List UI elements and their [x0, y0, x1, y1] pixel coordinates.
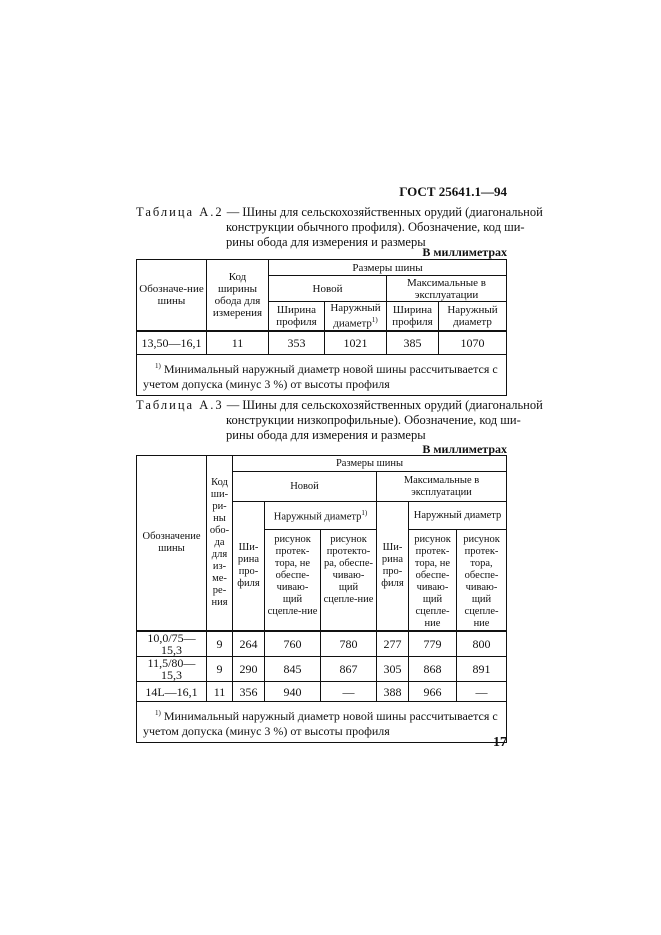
header-designation: Обозначение шины — [137, 456, 207, 632]
header-outer-diam-new — [265, 502, 377, 530]
cell-code: 9 — [207, 657, 233, 682]
header-pattern-yes-new: рисунок протекто-ра, обеспе-чиваю-щий сцепле-ние — [321, 530, 377, 632]
cell-diam-4: 891 — [457, 657, 507, 682]
cell-width-new: 290 — [233, 657, 265, 682]
header-designation: Обозначе-ние шины — [137, 260, 207, 331]
header-tire-sizes: Размеры шины — [233, 456, 507, 472]
header-outer-diam-new — [325, 302, 387, 331]
footnote-line2: учетом допуска (минус 3 %) от высоты профиля — [143, 724, 390, 738]
cell-designation: 10,0/75—15,3 — [137, 631, 207, 657]
table-a2-caption-line2: конструкции обычного профиля). Обозначение, код ши- — [226, 220, 525, 234]
header-rim-code: Код ши-ри-ны обо-да для из-ме-ре-ния — [207, 456, 233, 632]
table-a3-caption-line1: — Шины для сельскохозяйственных орудий (диагональной — [223, 398, 543, 412]
footnote-line2: учетом допуска (минус 3 %) от высоты профиля — [143, 377, 390, 392]
cell-diam-1: 845 — [265, 657, 321, 682]
cell-designation: 13,50—16,1 — [137, 331, 207, 355]
table-a2-caption-line3: рины обода для измерения и размеры — [226, 235, 426, 249]
header-width-new: Ширина профиля — [269, 302, 325, 331]
cell-designation: 14L—16,1 — [137, 682, 207, 702]
cell-width-new: 356 — [233, 682, 265, 702]
table-a3 — [136, 455, 507, 743]
table-a2 — [136, 259, 507, 396]
header-width-max: Ши-рина про-филя — [377, 502, 409, 632]
footnote-mark: 1) — [155, 362, 161, 371]
cell-code: 11 — [207, 682, 233, 702]
header-max-operation: Максимальные в эксплуатации — [387, 276, 507, 302]
cell-diam-2: — — [321, 682, 377, 702]
cell-width-new: 353 — [269, 331, 325, 355]
header-rim-code: Код ширины обода для измерения — [207, 260, 269, 331]
cell-diam-4: — — [457, 682, 507, 702]
header-tire-sizes: Размеры шины — [269, 260, 507, 276]
cell-diam-max: 1070 — [439, 331, 507, 355]
cell-diam-1: 940 — [265, 682, 321, 702]
table-a3-unit: В миллиметрах — [422, 442, 507, 456]
table-a3-label: Таблица А.3 — [136, 398, 224, 412]
table-a3-footnote — [137, 702, 507, 743]
cell-width-new: 264 — [233, 631, 265, 657]
cell-code: 11 — [207, 331, 269, 355]
header-max-operation: Максимальные в эксплуатации — [377, 472, 507, 502]
cell-diam-2: 867 — [321, 657, 377, 682]
header-width-max: Ширина профиля — [387, 302, 439, 331]
header-outer-diam-max: Наружный диаметр — [409, 502, 507, 530]
table-a2-unit: В миллиметрах — [422, 245, 507, 259]
cell-diam-2: 780 — [321, 631, 377, 657]
cell-diam-4: 800 — [457, 631, 507, 657]
cell-code: 9 — [207, 631, 233, 657]
table-a3-caption — [136, 398, 543, 443]
table-a3-caption-line3: рины обода для измерения и размеры — [226, 428, 426, 442]
cell-width-max: 277 — [377, 631, 409, 657]
page-number: 17 — [493, 735, 507, 750]
header-pattern-no-max: рисунок протек-тора, не обеспе-чиваю-щий сцепле-ние — [409, 530, 457, 632]
outer-diam-label: Наружный диаметр — [273, 511, 362, 523]
cell-width-max: 305 — [377, 657, 409, 682]
table-a2-footnote — [137, 355, 507, 396]
cell-diam-3: 966 — [409, 682, 457, 702]
footnote-line1: Минимальный наружный диаметр новой шины рассчитывается с — [160, 709, 498, 723]
header-new: Новой — [233, 472, 377, 502]
header-outer-diam-max: Наружный диаметр — [439, 302, 507, 331]
table-a2-caption — [136, 205, 543, 250]
cell-width-max: 388 — [377, 682, 409, 702]
cell-width-max: 385 — [387, 331, 439, 355]
header-pattern-no-new: рисунок протек-тора, не обеспе-чиваю-щий сцепле-ние — [265, 530, 321, 632]
footnote-line1: Минимальный наружный диаметр новой шины рассчитывается с — [160, 362, 498, 377]
footnote-mark: 1) — [371, 316, 378, 324]
footnote-mark: 1) — [361, 509, 368, 518]
table-a2-caption-line1: — Шины для сельскохозяйственных орудий (диагональной — [223, 205, 543, 219]
header-width-new: Ши-рина про-филя — [233, 502, 265, 632]
header-pattern-yes-max: рисунок протек-тора, обеспе-чиваю-щий сцепле-ние — [457, 530, 507, 632]
table-a2-label: Таблица А.2 — [136, 205, 224, 219]
header-new: Новой — [269, 276, 387, 302]
cell-designation: 11,5/80—15,3 — [137, 657, 207, 682]
cell-diam-1: 760 — [265, 631, 321, 657]
cell-diam-3: 868 — [409, 657, 457, 682]
cell-diam-3: 779 — [409, 631, 457, 657]
table-a3-caption-line2: конструкции низкопрофильные). Обозначение, код ши- — [226, 413, 521, 427]
outer-diam-label: Наружный диаметр — [330, 302, 381, 330]
cell-diam-new: 1021 — [325, 331, 387, 355]
footnote-mark: 1) — [155, 709, 161, 717]
document-code: ГОСТ 25641.1—94 — [399, 184, 507, 199]
